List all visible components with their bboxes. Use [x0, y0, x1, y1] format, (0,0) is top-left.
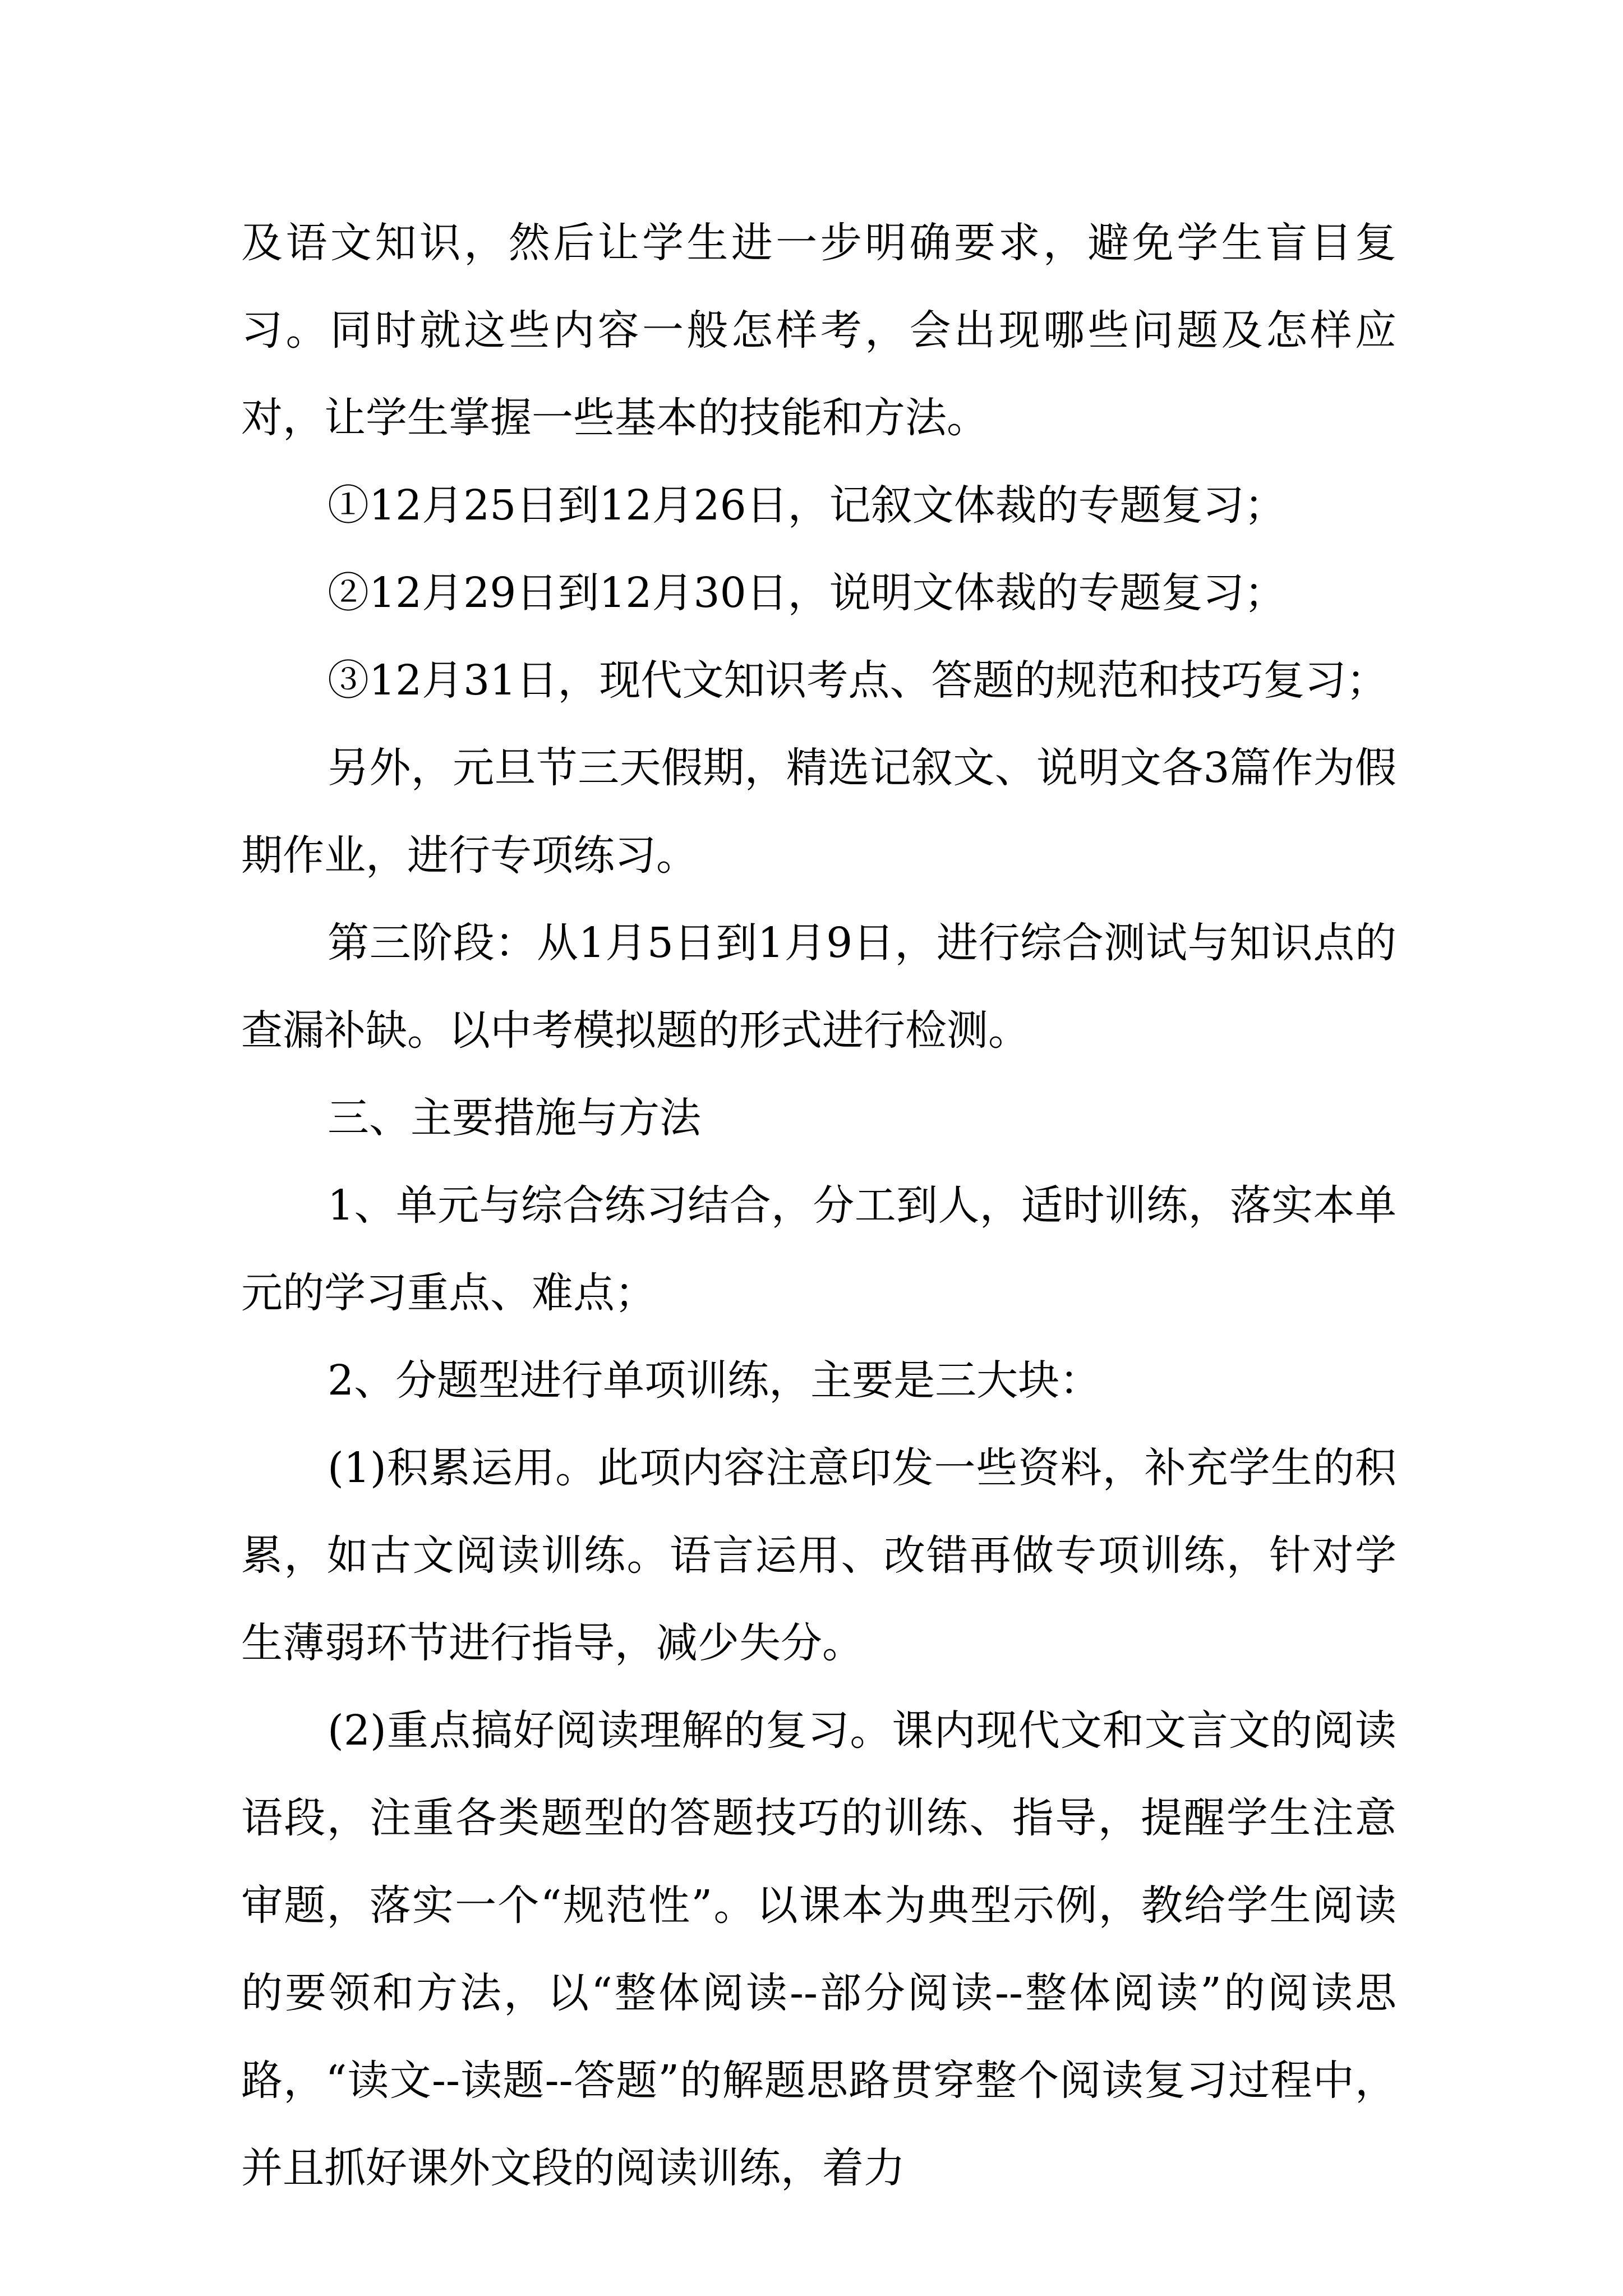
paragraph-holiday-homework: 另外，元旦节三天假期，精选记叙文、说明文各3篇作为假期作业，进行专项练习。	[241, 744, 1396, 880]
section-heading-measures: 三、主要措施与方法	[328, 1094, 701, 1142]
paragraph-measure-2: 2、分题型进行单项训练，主要是三大块：	[328, 1356, 1101, 1405]
paragraph-subitem-1: (1)积累运用。此项内容注意印发一些资料，补充学生的积累，如古文阅读训练。语言运用、改错再做专项训练，针对学生薄弱环节进行指导，减少失分。	[241, 1444, 1396, 1667]
paragraph-subitem-2: (2)重点搞好阅读理解的复习。课内现代文和文言文的阅读语段，注重各类题型的答题技巧的训练、指导，提醒学生注意审题，落实一个“规范性”。以课本为典型示例，教给学生阅读的要领和方法，以“整体阅读--部分阅读--整体阅读”的阅读思路，“读文--读题--答题”的解题思路贯穿整个阅读复习过程中，并且抓好课外文段的阅读训练，着力	[241, 1706, 1396, 2192]
paragraph-schedule-item-3: ③12月31日，现代文知识考点、答题的规范和技巧复习；	[328, 656, 1388, 705]
paragraph-schedule-item-2: ②12月29日到12月30日，说明文体裁的专题复习；	[328, 569, 1286, 617]
document-body	[241, 199, 1396, 2212]
paragraph-schedule-item-1: ①12月25日到12月26日，记叙文体裁的专题复习；	[328, 481, 1286, 530]
paragraph-stage-three: 第三阶段：从1月5日到1月9日，进行综合测试与知识点的查漏补缺。以中考模拟题的形式进行检测。	[241, 919, 1396, 1055]
paragraph-continuation: 及语文知识，然后让学生进一步明确要求，避免学生盲目复习。同时就这些内容一般怎样考，会出现哪些问题及怎样应对，让学生掌握一些基本的技能和方法。	[241, 219, 1396, 442]
paragraph-measure-1: 1、单元与综合练习结合，分工到人，适时训练，落实本单元的学习重点、难点；	[241, 1181, 1396, 1317]
